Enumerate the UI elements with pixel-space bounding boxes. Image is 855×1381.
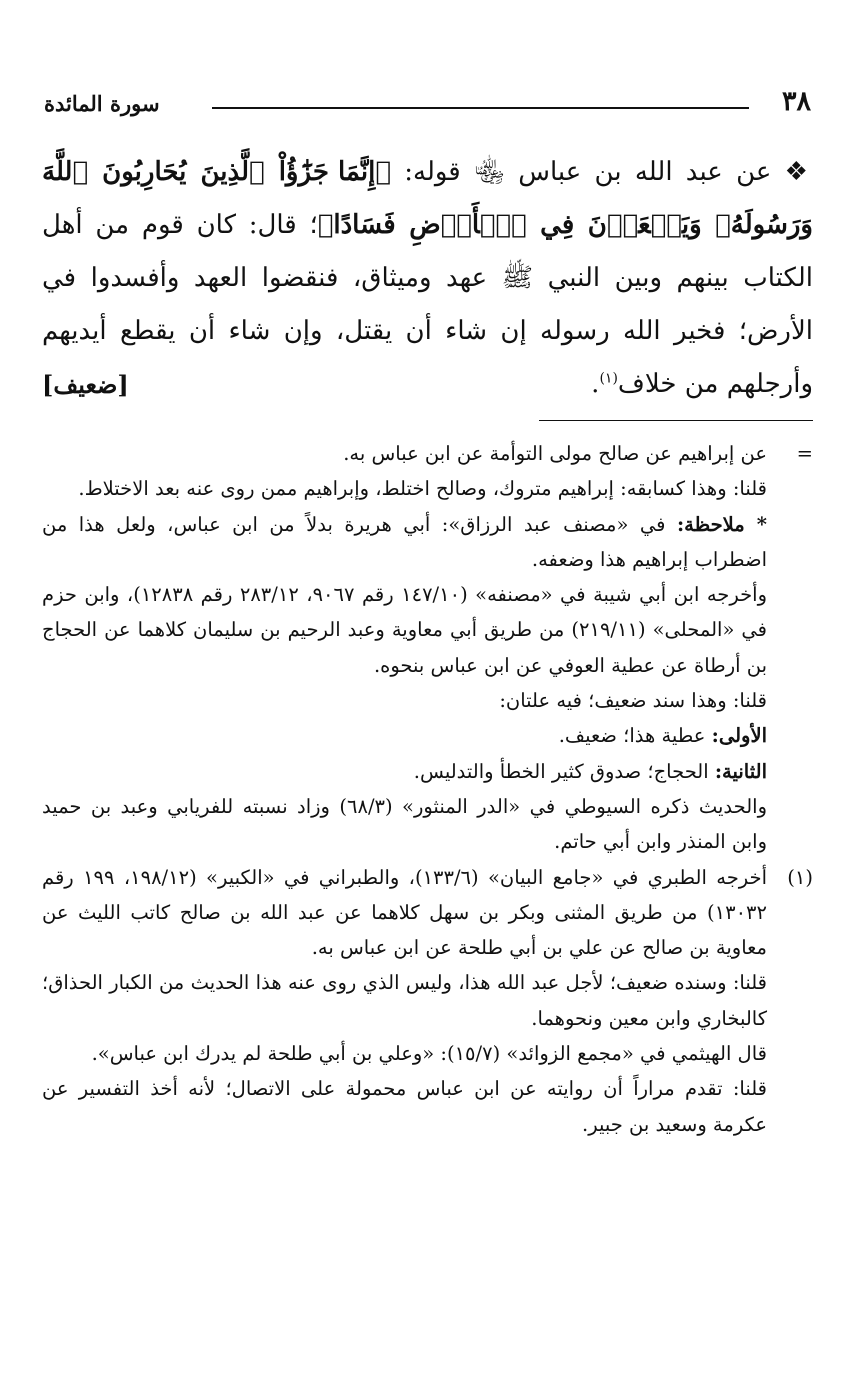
book-page — [36, 0, 819, 1381]
running-header — [36, 86, 819, 126]
continuation-mark: = — [796, 442, 813, 465]
note-line: عن إبراهيم عن صالح مولى التوأمة عن ابن عباس به. — [343, 442, 767, 465]
note-line: قال الهيثمي في «مجمع الزوائد» (١٥/٧): «وعلي بن أبي طلحة لم يدرك ابن عباس». — [91, 1042, 767, 1066]
footnote-separator — [539, 420, 813, 421]
main-text — [42, 146, 813, 411]
remark-label: * ملاحظة: — [676, 512, 767, 536]
note-line: قلنا: وهذا سند ضعيف؛ فيه علتان: — [499, 689, 767, 713]
hadith-paragraph — [42, 146, 813, 411]
first-text: عطية هذا؛ ضعيف. — [558, 724, 712, 748]
grade-label: [ضعيف] — [42, 370, 129, 399]
note-line: قلنا: وهذا كسابقه: إبراهيم متروك، وصالح اختلط، وإبراهيم ممن روى عنه بعد الاختلاط. — [78, 477, 767, 501]
hadith-body: ؛ قال: كان قوم من أهل الكتاب بينهم وبين النبي ﷺ عهد وميثاق، فنقضوا العهد وأفسدوا في الأرض؛ فخير الله رسوله إن شاء أن يقتل، وإن شاء أن يقطع أيديهم وأرجلهم من خلاف — [42, 210, 813, 399]
note-line: قلنا: تقدم مراراً أن روايته عن ابن عباس محمولة على الاتصال؛ لأنه أخذ التفسير عن عكرمة وسعيد بن جبير. — [42, 1077, 767, 1136]
second-label: الثانية: — [714, 759, 767, 783]
remark-text: في «مصنف عبد الرزاق»: أبي هريرة بدلاً من ابن عباس، ولعل هذا من اضطراب إبراهيم هذا وضعفه. — [42, 512, 767, 571]
note-line: قلنا: وسنده ضعيف؛ لأجل عبد الله هذا، وليس الذي روى عنه هذا الحديث من الكبار الحذاق؛ كالبخاري وابن معين ونحوهما. — [42, 971, 767, 1030]
note-line: وأخرجه ابن أبي شيبة في «مصنفه» (١٤٧/١٠ رقم ٩٠٦٧، ٢٨٣/١٢ رقم ١٢٨٣٨)، وابن حزم في «المحلى» (٢١٩/١١) من طريق أبي معاوية وعبد الرحيم بن سليمان كلاهما عن الحجاج بن أرطاة عن عطية العوفي عن ابن عباس بنحوه. — [42, 583, 767, 677]
page-number: ٣٨ — [781, 86, 811, 117]
second-text: الحجاج؛ صدوق كثير الخطأ والتدليس. — [413, 759, 715, 783]
first-label: الأولى: — [711, 724, 767, 748]
quran-verse: ﴿إِنَّمَا جَزَٰٓؤُاْ ٱلَّذِينَ يُحَارِبُونَ ٱللَّهَ وَرَسُولَهُۥ وَيَسۡعَوۡنَ فِي ٱلۡأَرۡضِ فَسَادًا﴾ — [42, 157, 813, 240]
note-second-defect — [42, 754, 767, 789]
note-line: والحديث ذكره السيوطي في «الدر المنثور» (٦٨/٣) وزاد نسبته للفريابي وعبد بن حميد وابن المنذر وابن أبي حاتم. — [42, 794, 767, 854]
end-dot: . — [591, 369, 600, 399]
note-line: أخرجه الطبري في «جامع البيان» (١٣٣/٦)، والطبراني في «الكبير» (١٩٨/١٢، ١٩٩ رقم ١٣٠٣٢) من طريق المثنى وبكر بن سهل كلاهما عن عبد الله بن صالح كاتب الليث عن معاوية بن صالح عن علي بن أبي طلحة عن ابن عباس به. — [42, 865, 767, 960]
footnote-number: (١) — [787, 865, 813, 889]
footnote-continued — [42, 436, 813, 860]
header-rule — [212, 107, 749, 109]
footnote-ref[interactable]: (١) — [599, 370, 618, 387]
note-remark — [42, 507, 767, 578]
footnotes — [42, 436, 813, 1142]
footnote-1 — [42, 860, 813, 1142]
note-first-defect — [42, 718, 767, 753]
hadith-intro: ❖ عن عبد الله بن عباس ﵄ قوله: — [390, 157, 813, 187]
surah-title: سورة المائدة — [44, 91, 160, 116]
